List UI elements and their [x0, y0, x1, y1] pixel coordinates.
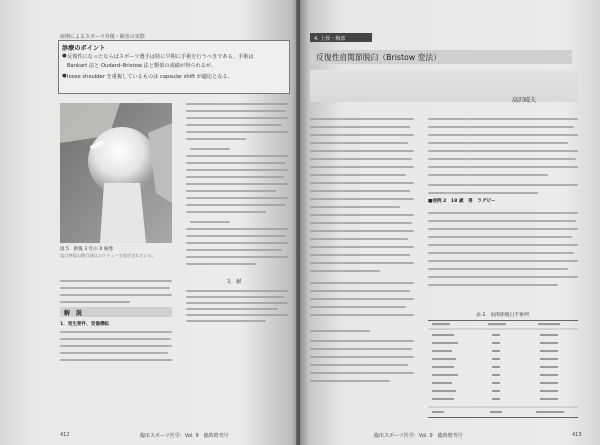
section-heading: 解 説 — [64, 310, 83, 317]
point-line-2: Bankart 法と Oudard–Bristow 法と類似の成績が得られるが、 — [67, 63, 217, 69]
point-line-3: loose shoulder を重複しているものは capsular shift が適応となる。 — [67, 74, 233, 80]
subsection-heading: 1．発生要件、受傷機転 — [60, 322, 110, 327]
references-heading: 文 献 — [226, 279, 242, 285]
page-number-right: 413 — [572, 432, 582, 438]
author-name: 高沢晴夫 — [512, 97, 537, 104]
running-header: 症例によるスポーツ外傷・障害の実際 — [60, 34, 145, 40]
journal-footer-right: 臨床スポーツ医学：Vol. 9 臨時増刊号 — [374, 433, 463, 439]
table-title: 表-1 肩関節脱臼手術例 — [476, 313, 529, 318]
journal-footer-left: 臨床スポーツ医学：Vol. 9 臨時増刊号 — [140, 433, 229, 439]
figure-subcaption: 烏口突起の移行部はスクリューで固定されている。 — [60, 253, 157, 258]
page-number-left: 412 — [60, 432, 70, 438]
point-line-1: 反復性になったならばスポーツ選手は特に早期に手術を行うべきである。手術は — [67, 54, 254, 60]
category-tag — [310, 33, 372, 42]
clinical-points-box — [58, 40, 290, 94]
table-body — [428, 320, 578, 418]
right-page — [300, 0, 600, 445]
article-title: 反復性肩関節脱臼（Bristow 変法） — [316, 53, 442, 62]
xray-image — [60, 103, 172, 243]
section-heading-bar — [60, 307, 172, 317]
case-heading: ■症例 2 18 歳 男 ラグビー — [428, 199, 496, 204]
bullet-icon: ● — [62, 73, 67, 79]
surgery-table — [428, 311, 578, 417]
title-banner — [310, 70, 578, 102]
point-box-title: 診療のポイント — [62, 45, 106, 52]
figure-caption: 図 5 術後 3 年の X 線像 — [60, 247, 114, 252]
bullet-icon: ● — [62, 53, 67, 59]
category-tag-label: 4. 上肢・胸部 — [314, 35, 346, 42]
article-title-bar — [310, 50, 572, 64]
